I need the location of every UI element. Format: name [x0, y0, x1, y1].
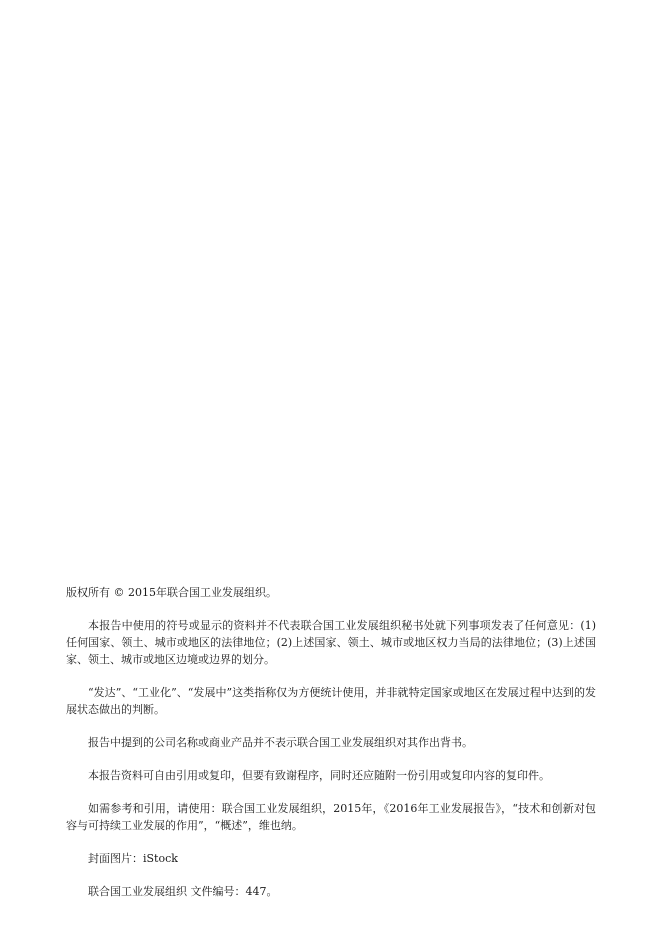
disclaimer-paragraph-terminology: “发达”、“工业化”、“发展中”这类指称仅为方便统计使用，并非就特定国家或地区在发展过程中达到的发展状态做出的判断。	[66, 686, 596, 716]
disclaimer-paragraph-designations: 本报告中使用的符号或显示的资料并不代表联合国工业发展组织秘书处就下列事项发表了任何意见：(1)任何国家、领土、城市或地区的法律地位；(2)上述国家、领土、城市或地区权力当局的法律地位；(3)上述国家、领土、城市或地区边境或边界的划分。	[66, 619, 596, 666]
copyright-line: 版权所有 © 2015年联合国工业发展组织。	[66, 586, 277, 599]
reproduction-paragraph: 本报告资料可自由引用或复印，但要有致谢程序，同时还应随附一份引用或复印内容的复印件。	[88, 769, 550, 782]
disclaimer-paragraph-endorsement: 报告中提到的公司名称或商业产品并不表示联合国工业发展组织对其作出背书。	[88, 736, 473, 749]
copyright-notice-block	[66, 584, 596, 900]
cover-image-credit: 封面图片：iStock	[88, 852, 178, 865]
citation-paragraph: 如需参考和引用，请使用：联合国工业发展组织，2015年，《2016年工业发展报告》，“技术和创新对包容与可持续工业发展的作用”，“概述”，维也纳。	[66, 802, 596, 832]
document-number: 联合国工业发展组织 文件编号：447。	[88, 885, 278, 898]
